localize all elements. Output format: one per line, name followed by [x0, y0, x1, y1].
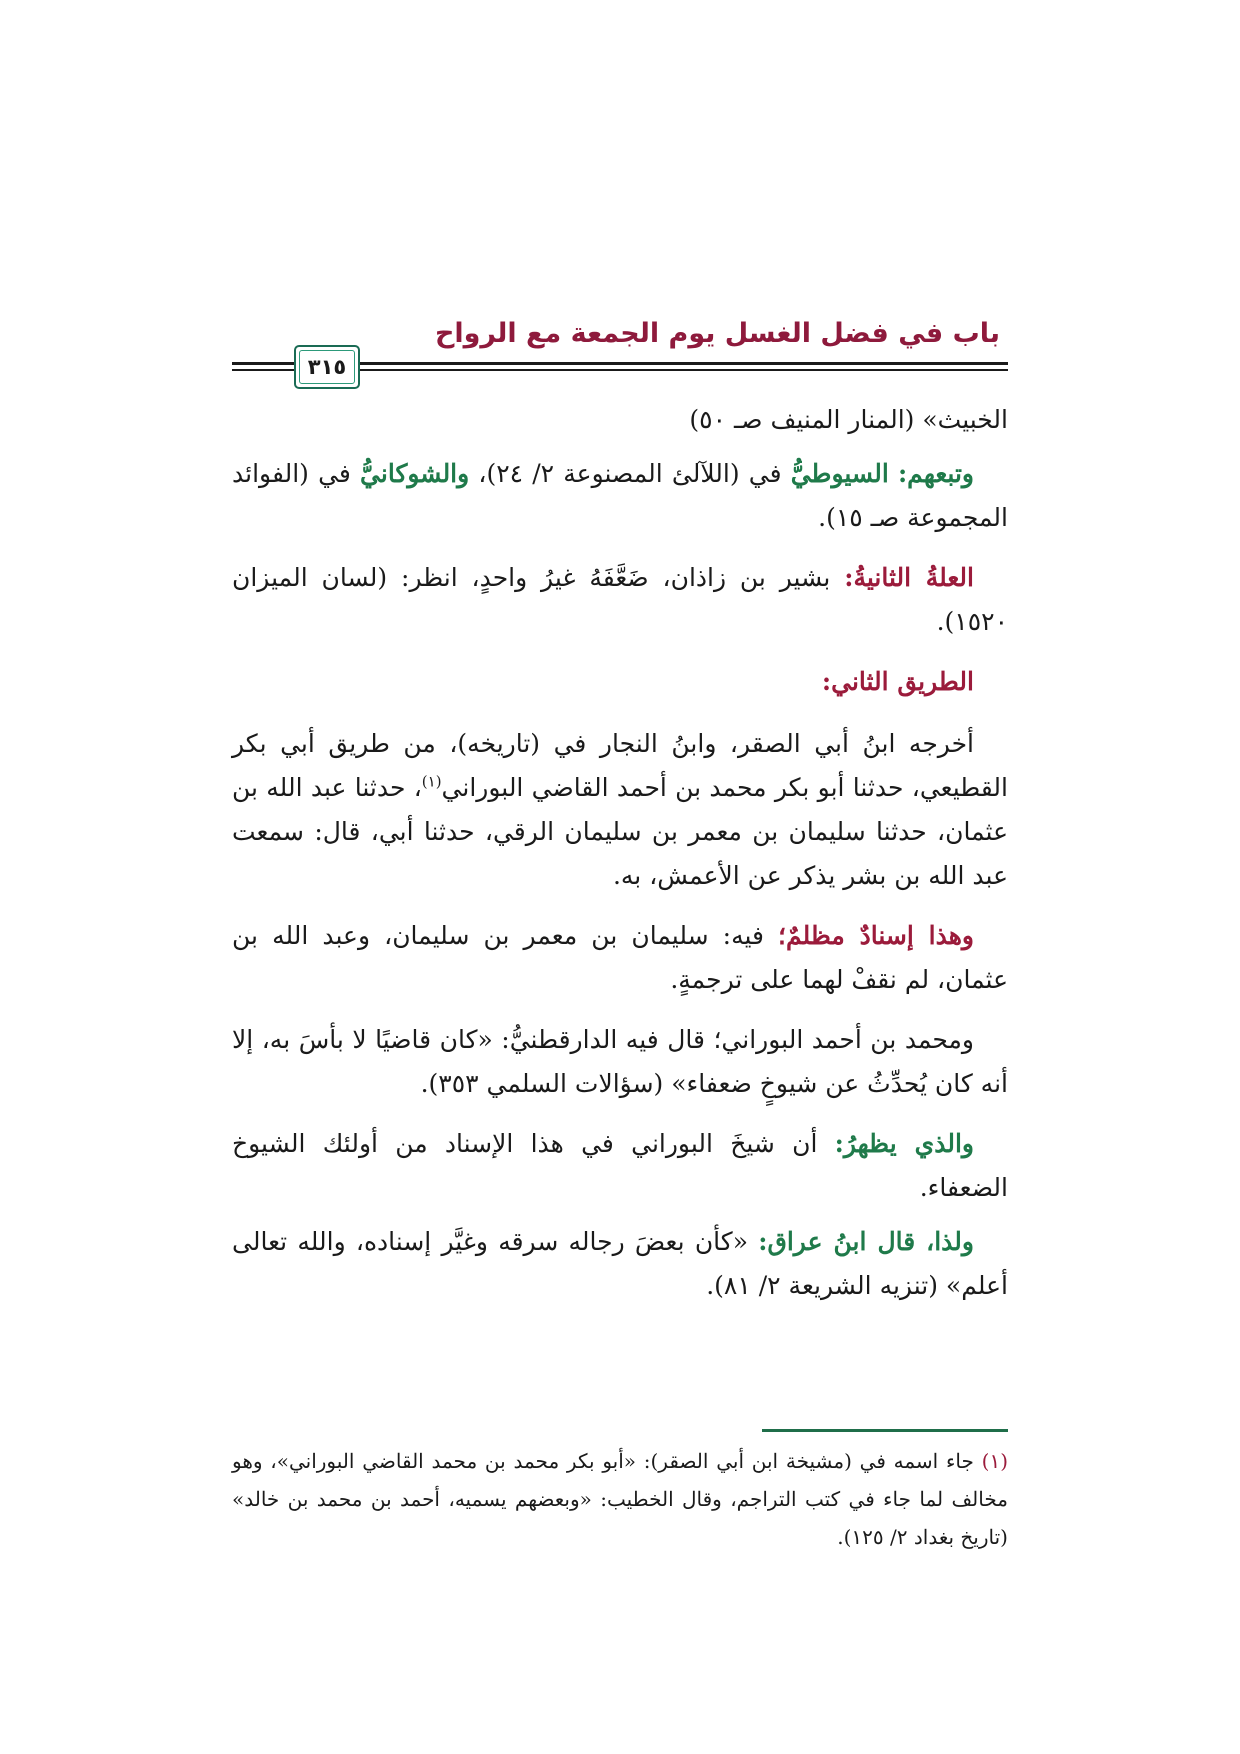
section-heading-text: الطريق الثاني:: [821, 667, 974, 696]
paragraph-6-text: ومحمد بن أحمد البوراني؛ قال فيه الدارقطنيُّ: «كان قاضيًا لا بأسَ به، إلا أنه كان يُحدِّثُ عن شيوخٍ ضعفاء» (سؤالات السلمي ٣٥٣).: [232, 1025, 1008, 1098]
paragraph-7-lead: والذي يظهرُ:: [834, 1129, 974, 1158]
paragraph-2-lead: وتبعهم:: [897, 459, 974, 488]
paragraph-2-middle: في (اللآلئ المصنوعة ٢/ ٢٤)،: [469, 459, 791, 488]
main-text: [232, 398, 1008, 1324]
paragraph-1-text: الخبيث» (المنار المنيف صـ ٥٠): [689, 405, 1008, 434]
paragraph-5-text: فيه: سليمان بن معمر بن سليمان، وعبد الله بن عثمان، لم نقفْ لهما على ترجمةٍ.: [232, 921, 1008, 994]
paragraph-6: [232, 1018, 1008, 1106]
paragraph-2-end: في (الفوائد المجموعة صـ ١٥).: [232, 459, 1008, 532]
paragraph-3-text: بشير بن زاذان، ضَعَّفَهُ غيرُ واحدٍ، انظر: (لسان الميزان ١٥٢٠).: [232, 563, 1008, 636]
chapter-title: باب في فضل الغسل يوم الجمعة مع الرواح: [434, 318, 1000, 349]
paragraph-3: [232, 556, 1008, 644]
paragraph-8: [232, 1220, 1008, 1308]
paragraph-5-lead: وهذا إسنادٌ مظلمٌ؛: [778, 921, 974, 950]
footnote: [232, 1442, 1008, 1556]
page-number-badge: ٣١٥: [294, 345, 360, 389]
paragraph-8-text: «كأن بعضَ رجاله سرقه وغيَّر إسناده، والله تعالى أعلم» (تنزيه الشريعة ٢/ ٨١).: [232, 1227, 1008, 1300]
paragraph-4-text-a: أخرجه ابنُ أبي الصقر، وابنُ النجار في (تاريخه)، من طريق أبي بكر القطيعي، حدثنا أبو بكر محمد بن أحمد القاضي البوراني: [232, 729, 1008, 802]
footnote-text: جاء اسمه في (مشيخة ابن أبي الصقر): «أبو بكر محمد بن محمد القاضي البوراني»، وهو مخالف لما جاء في كتب التراجم، وقال الخطيب: «وبعضهم يسميه، أحمد بن محمد بن خالد» (تاريخ بغداد ٢/ ١٢٥).: [232, 1449, 1008, 1549]
paragraph-4: [232, 722, 1008, 898]
scholar-name-suyuti: السيوطيُّ: [790, 459, 889, 488]
paragraph-5: [232, 914, 1008, 1002]
scholar-name-shawkani: والشوكانيُّ: [360, 459, 470, 488]
paragraph-2: [232, 452, 1008, 540]
paragraph-7-text: أن شيخَ البوراني في هذا الإسناد من أولئك الشيوخ الضعفاء.: [232, 1129, 1008, 1202]
paragraph-4-text-b: ، حدثنا عبد الله بن عثمان، حدثنا سليمان بن معمر بن سليمان الرقي، حدثنا أبي، قال: سمعت عبد الله بن بشر يذكر عن الأعمش، به.: [232, 773, 1008, 890]
footnote-ref: (١): [421, 772, 442, 791]
footnote-separator: [762, 1429, 1008, 1432]
section-heading: [232, 660, 1008, 704]
paragraph-3-lead: العلةُ الثانيةُ:: [844, 563, 974, 592]
paragraph-1: [232, 398, 1008, 442]
paragraph-8-lead: ولذا، قال ابنُ عراق:: [758, 1227, 974, 1256]
paragraph-7: [232, 1122, 1008, 1210]
footnote-mark: (١): [981, 1449, 1008, 1473]
